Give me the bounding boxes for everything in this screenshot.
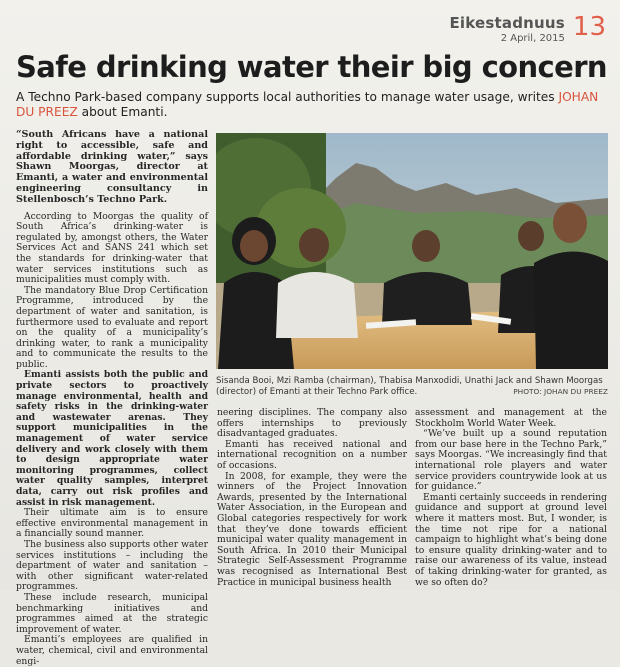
paragraph: “We’ve built up a sound reputation from our base here in the Techno Park,” says Moorgas. “We increasingly find that international role players and water service providers countrywide look at us for guidance.”	[415, 428, 607, 493]
paragraph: These include research, municipal benchmarking initiatives and programmes aimed at the strategic improvement of water.	[16, 591, 208, 635]
paragraph: Their ultimate aim is to ensure effective environmental management in a financially sound manner.	[16, 507, 208, 540]
article-column-2	[217, 408, 407, 588]
paper-name: Eikestadnuus	[449, 14, 565, 32]
paragraph: neering disciplines. The company also offers internships to previously disadvantaged graduates.	[217, 407, 407, 440]
page-number: 13	[572, 12, 606, 42]
caption-text: Sisanda Booi, Mzi Ramba (chairman), Thabisa Manxodidi, Unathi Jack and Shawn Moorgas (director) of Emanti at their Techno Park office.	[216, 376, 603, 397]
paragraph: assessment and management at the Stockholm World Water Week.	[415, 407, 607, 429]
paragraph: In 2008, for example, they were the winners of the Project Innovation Awards, presented by the International Water Association, in the European and Global categories respectively for work that they’ve done towards efficient municipal water quality management in South Africa. In 2010 their Municipal Strategic Self-Assessment Programme was recognised as International Best Practice in municipal business health	[217, 470, 407, 588]
paragraph: Emanti’s employees are qualified in water, chemical, civil and environmental engi-	[16, 634, 208, 667]
paragraph: According to Moorgas the quality of South Africa’s drinking-water is regulated by, amongst others, the Water Services Act and SANS 241 which set the standards for drinking-water that water services institutions such as municipalities must comply with.	[16, 210, 208, 286]
issue-date: 2 April, 2015	[500, 33, 565, 44]
masthead	[449, 14, 606, 44]
paragraph: The business also supports other water services institutions – including the department of water and sanitation – with other significant water-related programmes.	[16, 538, 208, 593]
paragraph: The mandatory Blue Drop Certification Programme, introduced by the department of water and sanitation, is furthermore used to evaluate and report on the quality of a municipality’s drinking water, to rank a municipality and to communicate the results to the public.	[16, 284, 208, 370]
standfirst	[16, 90, 611, 120]
paragraph: Emanti has received national and international recognition on a number of occasions.	[217, 438, 407, 471]
team-photo	[216, 133, 608, 369]
standfirst-text-after: about Emanti.	[81, 105, 168, 119]
lead-paragraph: “South Africans have a national right to accessible, safe and affordable drinking water,” says Shawn Moorgas, director at Emanti, a water and environmental engineering consultancy in Stellenbosch’s Techno Park.	[16, 129, 208, 205]
photo-caption	[216, 376, 608, 397]
photo-credit: PHOTO: JOHAN DU PREEZ	[513, 386, 608, 396]
paragraph: Emanti certainly succeeds in rendering guidance and support at ground level where it matters most. But, I wonder, is the time not ripe for a national campaign to highlight what’s being done to ensure quality drinking-water and to raise our awareness of its value, instead of taking drinking-water for granted, as we so often do?	[415, 491, 607, 588]
article-column-1	[16, 130, 208, 667]
headline: Safe drinking water their big concern	[16, 50, 607, 84]
paragraph: Emanti assists both the public and private sectors to proactively manage environmental, health and safety risks in the drinking-water and wastewater arenas. They support municipalities in the management of water service delivery and work closely with them to design appropriate water monitoring programmes, collect water quality samples, interpret data, carry out risk profiles and assist in risk management.	[16, 369, 208, 508]
author-byline: JOHAN DU PREEZ	[16, 90, 599, 119]
standfirst-text: A Techno Park-based company supports local authorities to manage water usage, writes	[16, 90, 555, 104]
article-column-3	[415, 408, 607, 588]
